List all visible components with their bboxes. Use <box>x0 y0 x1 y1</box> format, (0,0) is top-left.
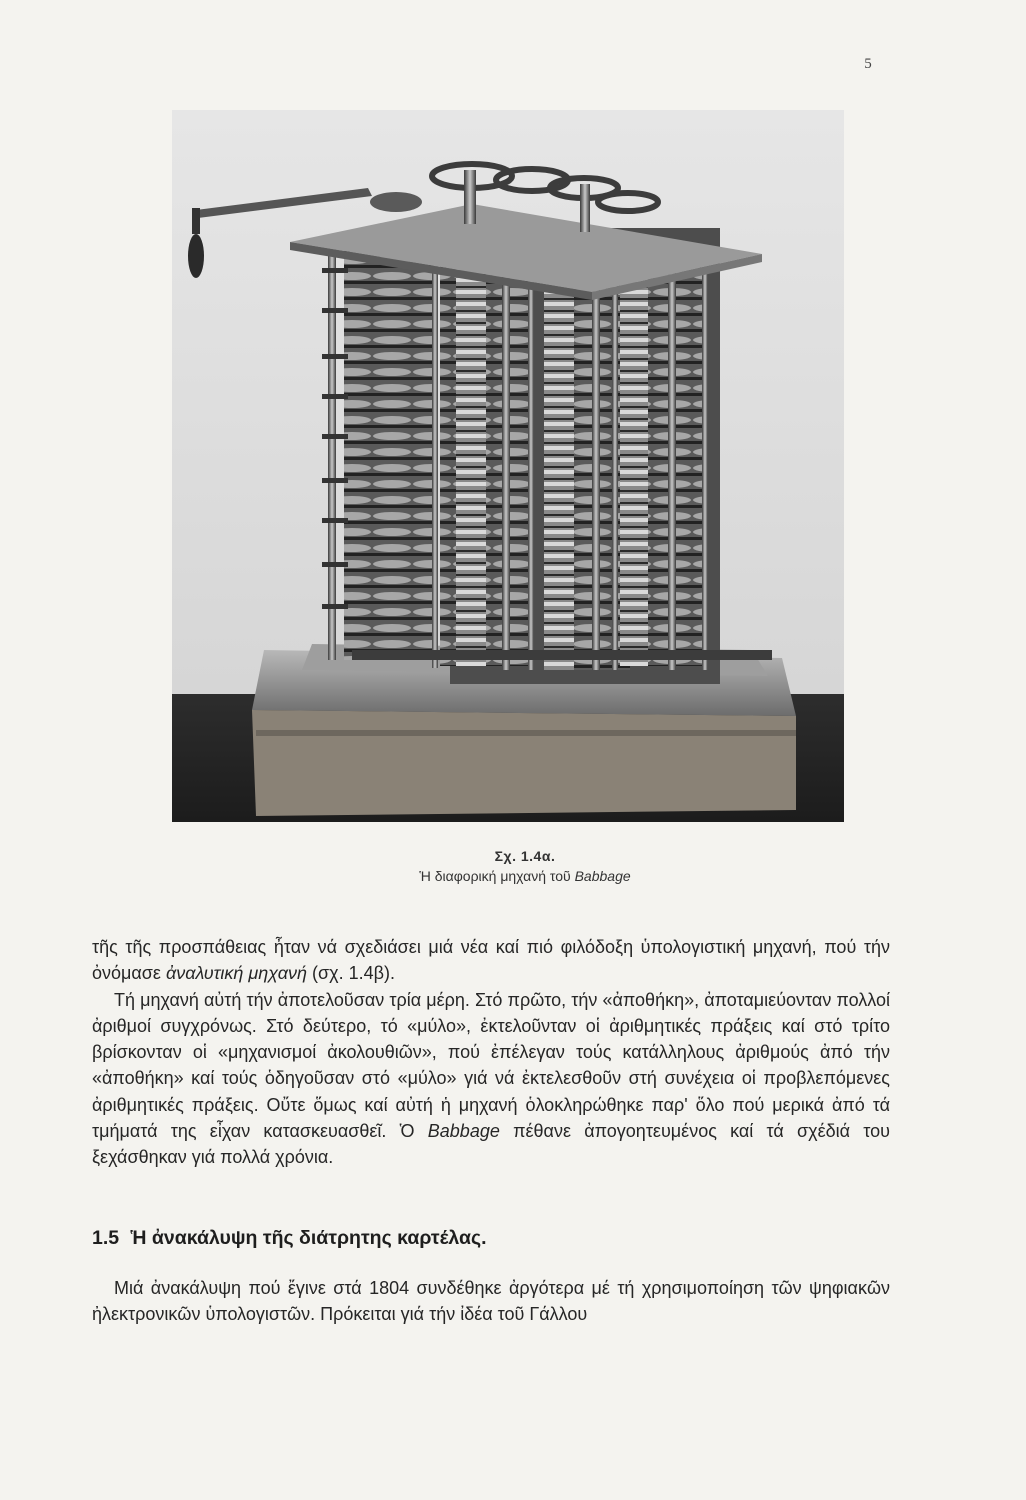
section-heading <box>92 1227 890 1250</box>
body-text <box>92 934 890 1171</box>
figure-caption <box>340 846 710 886</box>
section-title: Ἡ ἀνακάλυψη τῆς διάτρητης καρτέλας. <box>130 1227 487 1249</box>
paragraph-1 <box>92 934 890 987</box>
p2-text-a: Τή μηχανή αὐτή τήν ἀποτελοῦσαν τρία μέρη. Στό πρῶτο, τήν «ἀποθήκη», ἀποταμιεύονταν πολλοί ἀριθμοί συγχρόνως. Στό δεύτερο, τό «μύλο», ἐκτελοῦνταν οἱ ἀριθμητικές πράξεις καί στό τρίτο βρίσκονταν οἱ «μηχανισμοί ἀκολουθιῶν», πού ἐπέλεγαν τούς κατάλληλους ἀριθμούς ἀπό τήν «ἀποθήκη» καί τούς ὁδηγοῦσαν στό «μύλο» γιά νά ἐκτελεσθοῦν στή συνέχεια οἱ προβλεπόμενες ἀριθμητικές πράξεις. Οὔτε ὅμως καί αὐτή ἡ μηχανή ὁλοκληρώθηκε παρ' ὅλο πού μερικά ἀπό τά τμήματά της εἶχαν κατασκευασθεῖ. Ὁ <box>92 989 890 1142</box>
section-paragraph-1: Μιά ἀνακάλυψη πού ἔγινε στά 1804 συνδέθηκε ἀργότερα μέ τή χρησιμοποίηση τῶν ψηφιακῶν ἠλεκτρονικῶν ὑπολογιστῶν. Πρόκειται γιά τήν ἰδέα τοῦ Γάλλου <box>92 1278 890 1325</box>
figure-label: Σχ. 1.4α. <box>494 848 556 864</box>
p1-text-a: τῆς τῆς προσπάθειας ἦταν νά σχεδιάσει μιά νέα καί πιό φιλόδοξη ὑπολογιστική μηχανή, πού τήν ὀνόμασε <box>92 937 890 984</box>
p1-text-b: (σχ. 1.4β). <box>307 963 395 984</box>
section-number: 1.5 <box>92 1227 120 1249</box>
p2-text-b: πέθανε ἀπογοητευμένος καί τά σχέδιά του ξεχάσθηκαν γιά πολλά χρόνια. <box>92 1121 890 1168</box>
p1-emphasis: ἀναλυτική μηχανή <box>165 963 308 984</box>
babbage-engine-photo <box>172 110 844 822</box>
figure-description <box>340 866 710 886</box>
p2-emphasis: Babbage <box>427 1121 500 1142</box>
caption-name: Babbage <box>574 868 631 884</box>
paragraph-2 <box>92 987 890 1171</box>
section-text <box>92 1275 890 1328</box>
page-number: 5 <box>864 56 872 72</box>
caption-text: Ἡ διαφορική μηχανή τοῦ <box>419 868 575 884</box>
